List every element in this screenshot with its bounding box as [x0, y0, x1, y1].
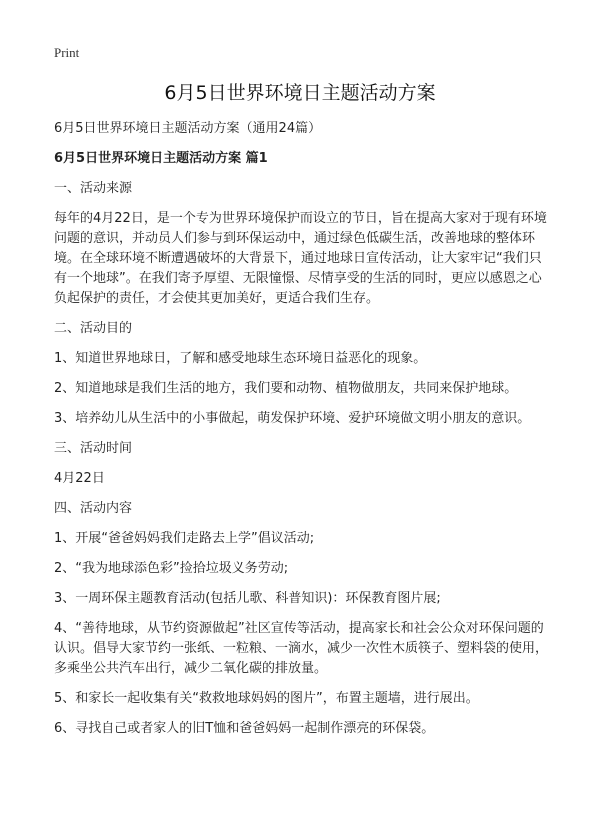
activity-item: 5、和家长一起收集有关“救救地球妈妈的图片”，布置主题墙，进行展出。	[54, 691, 479, 706]
goal-item: 3、培养幼儿从生活中的小事做起，萌发保护环境、爱护环境做文明小朋友的意识。	[54, 411, 531, 426]
activity-item: 6、寻找自己或者家人的旧T恤和爸爸妈妈一起制作漂亮的环保袋。	[54, 721, 435, 736]
activity-item: 2、“我为地球添色彩”捡拾垃圾义务劳动;	[54, 561, 289, 576]
activity-item: 1、开展“爸爸妈妈我们走路去上学”倡议活动;	[54, 531, 315, 546]
activity-date: 4月22日	[54, 471, 105, 486]
goal-item: 1、知道世界地球日，了解和感受地球生态环境日益恶化的现象。	[54, 351, 427, 366]
activity-item: 4、“善待地球，从节约资源做起”社区宣传等活动，提高家长和社会公众对环保问题的认识。倡导大家节约一张纸、一粒粮、一滴水，减少一次性木质筷子、塑料袋的使用，多乘坐公共汽车出行，减少二氧化碳的排放量。	[54, 621, 549, 676]
part-heading: 6月5日世界环境日主题活动方案 篇1	[54, 151, 268, 166]
section-body-source: 每年的4月22日，是一个专为世界环境保护而设立的节日，旨在提高大家对于现有环境问题的意识，并动员人们参与到环保运动中，通过绿色低碳生活，改善地球的整体环境。在全球环境不断遭遇破坏的大背景下，通过地球日宣传活动，让大家牢记“我们只有一个地球”。在我们寄予厚望、无限憧憬、尽情享受的生活的同时，更应以感恩之心负起保护的责任，才会使其更加美好，更适合我们生存。	[54, 211, 547, 306]
goal-item: 2、知道地球是我们生活的地方，我们要和动物、植物做朋友，共同来保护地球。	[54, 381, 518, 396]
section-heading-source: 一、活动来源	[54, 181, 133, 196]
activity-item: 3、一周环保主题教育活动(包括儿歌、科普知识)：环保教育图片展;	[54, 591, 441, 606]
section-heading-goals: 二、活动目的	[54, 321, 133, 336]
section-heading-time: 三、活动时间	[54, 441, 133, 456]
print-label: Print	[54, 45, 80, 60]
document-subtitle: 6月5日世界环境日主题活动方案（通用24篇）	[54, 121, 322, 136]
section-heading-content: 四、活动内容	[54, 501, 133, 516]
page-title: 6月5日世界环境日主题活动方案	[164, 82, 436, 104]
document-body	[54, 119, 548, 749]
